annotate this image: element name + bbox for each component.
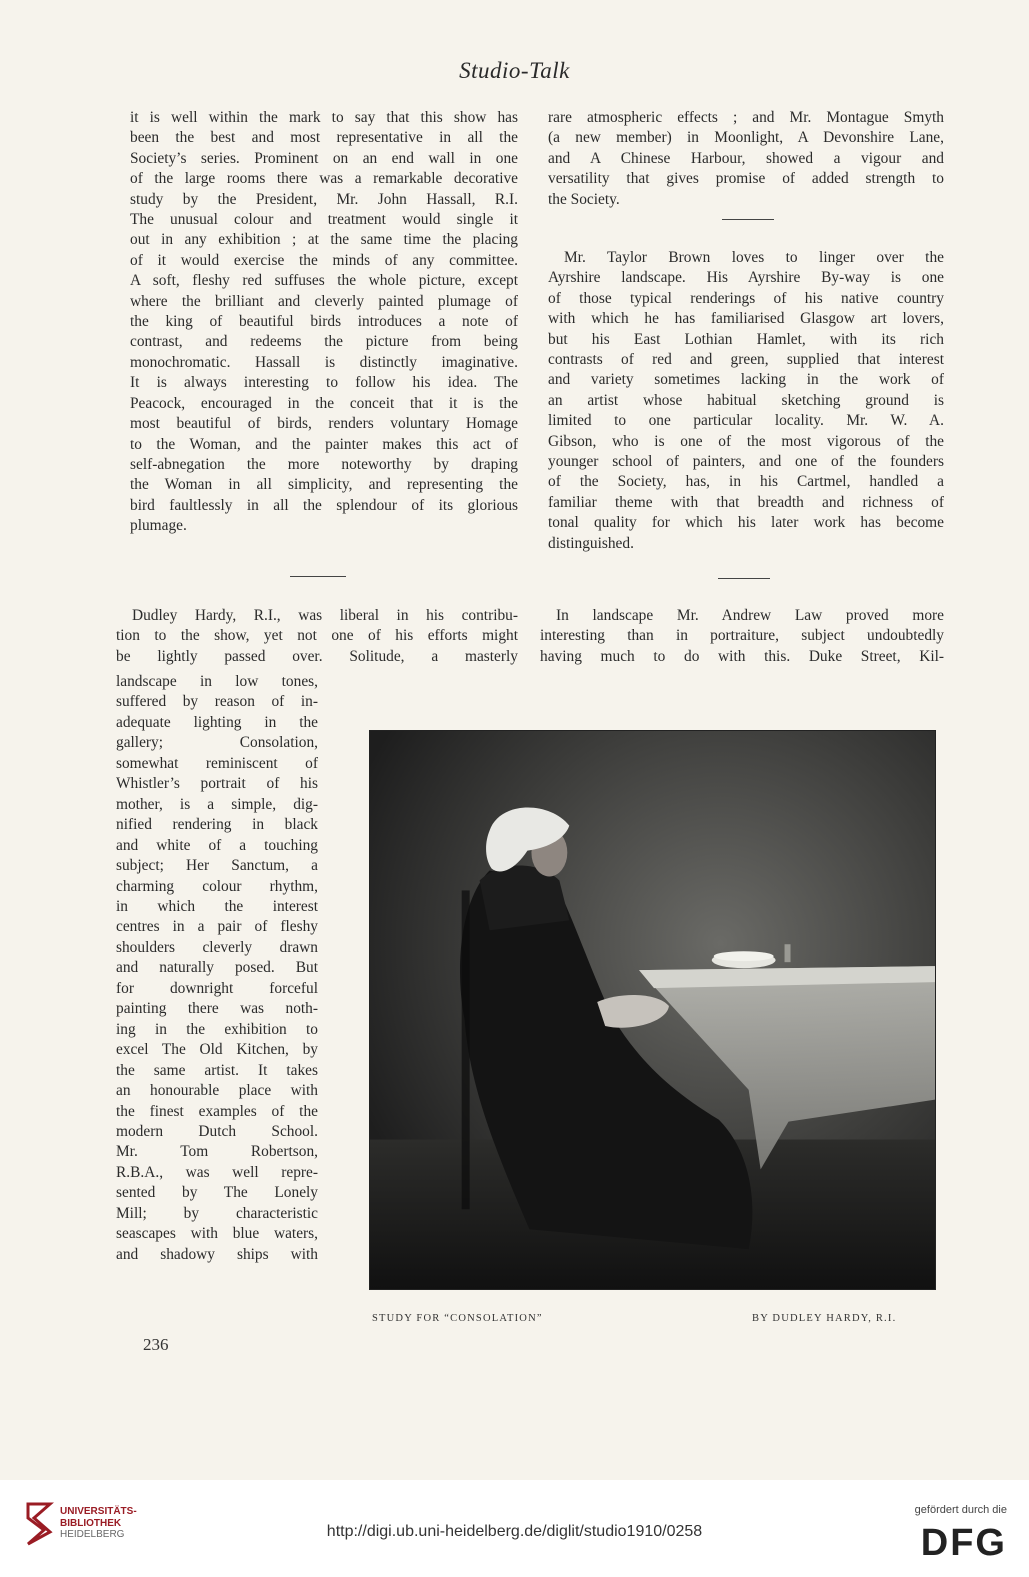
text-line: plumage.: [130, 517, 187, 535]
text-line: rare atmospheric effects ; and Mr. Montague Smyth: [548, 109, 944, 126]
text-line: Mr. Tom Robertson,: [116, 1143, 318, 1161]
text-line: somewhat reminiscent of: [116, 754, 318, 772]
text-line: of the large rooms there was a remarkable decorative: [130, 170, 518, 188]
text-line: contrast, and redeems the picture from being: [130, 333, 518, 351]
text-line: the finest examples of the: [116, 1102, 318, 1120]
text-line: tonal quality for which his later work has become: [548, 514, 944, 532]
source-url-link[interactable]: http://digi.ub.uni-heidelberg.de/diglit/studio1910/0258: [326, 1523, 703, 1540]
library-name-line: HEIDELBERG: [60, 1529, 125, 1540]
text-line: for downright forceful: [116, 979, 318, 997]
painting-image: [370, 731, 935, 1289]
text-line: The unusual colour and treatment would single it: [130, 211, 518, 229]
library-name-line: UNIVERSITÄTS-: [60, 1506, 137, 1517]
text-line: and white of a touching: [116, 836, 318, 854]
text-line: Ayrshire landscape. His Ayrshire By-way is one: [548, 269, 944, 287]
funded-by-label: gefördert durch die: [914, 1504, 1007, 1516]
text-line: the same artist. It takes: [116, 1061, 318, 1079]
text-line: mother, is a simple, dig-: [116, 795, 318, 813]
text-line: distinguished.: [548, 534, 634, 552]
section-divider: [718, 578, 770, 579]
text-line: seascapes with blue waters,: [116, 1225, 318, 1243]
section-divider: [722, 219, 774, 220]
text-line: study by the President, Mr. John Hassall, R.I.: [130, 190, 518, 208]
text-line: to the Woman, and the painter makes this act of: [130, 435, 518, 453]
text-line: R.B.A., was well repre-: [116, 1163, 318, 1181]
text-line: the Society.: [548, 190, 620, 208]
text-line: out in any exhibition ; at the same time the placing: [130, 231, 518, 249]
caption-artist: BY DUDLEY HARDY, R.I.: [752, 1313, 897, 1324]
text-line: versatility that gives promise of added strength to: [548, 170, 944, 188]
text-line: been the best and most representative in all the: [130, 129, 518, 147]
text-line: interesting than in portraiture, subject undoubtedly: [540, 627, 944, 645]
text-line: familiar theme with that breadth and richness of: [548, 493, 944, 511]
running-title: Studio-Talk: [459, 58, 570, 83]
text-line: excel The Old Kitchen, by: [116, 1041, 318, 1059]
text-line: A soft, fleshy red suffuses the whole picture, except: [130, 272, 518, 290]
text-line: the Woman in all simplicity, and representing the: [130, 476, 518, 494]
text-line: suffered by reason of in-: [116, 693, 318, 711]
digitization-footer: [0, 1480, 1029, 1577]
text-line: in which the interest: [116, 897, 318, 915]
text-line: painting there was noth-: [116, 1000, 318, 1018]
text-line: most beautiful of birds, renders voluntary Homage: [130, 415, 518, 433]
section-divider: [290, 576, 346, 577]
text-line: of the Society, has, in his Cartmel, handled a: [548, 473, 944, 491]
text-line: shoulders cleverly drawn: [116, 938, 318, 956]
text-line: adequate lighting in the: [116, 713, 318, 731]
text-line: monochromatic. Hassall is distinctly imaginative.: [130, 353, 518, 371]
text-line: with which he has familiarised Glasgow art lovers,: [548, 310, 944, 328]
text-line: Peacock, encouraged in the conceit that it is the: [130, 394, 518, 412]
text-line: younger school of painters, and one of the founders: [548, 453, 944, 471]
text-line: tion to the show, yet not one of his efforts might: [116, 627, 518, 645]
text-line: modern Dutch School.: [116, 1122, 318, 1140]
text-line: and shadowy ships with: [116, 1245, 318, 1263]
text-line: Gibson, who is one of the most vigorous of the: [548, 432, 944, 450]
text-line: it is well within the mark to say that this show has: [130, 109, 518, 126]
text-line: where the brilliant and cleverly painted plumage of: [130, 292, 518, 310]
text-line: In landscape Mr. Andrew Law proved more: [556, 607, 944, 624]
text-line: Dudley Hardy, R.I., was liberal in his contribu-: [132, 607, 518, 624]
text-line: subject; Her Sanctum, a: [116, 857, 318, 875]
text-line: an artist whose habitual sketching ground is: [548, 391, 944, 409]
text-line: (a new member) in Moonlight, A Devonshire Lane,: [548, 129, 944, 147]
text-line: and naturally posed. But: [116, 959, 318, 977]
text-line: charming colour rhythm,: [116, 877, 318, 895]
text-line: Whistler’s portrait of his: [116, 775, 318, 793]
text-line: ing in the exhibition to: [116, 1020, 318, 1038]
left-paragraph-2-narrow: [116, 672, 318, 1265]
text-line: landscape in low tones,: [116, 673, 318, 690]
text-line: It is always interesting to follow his idea. The: [130, 374, 518, 392]
text-line: having much to do with this. Duke Street, Kil-: [540, 647, 944, 665]
text-line: be lightly passed over. Solitude, a masterly: [116, 647, 518, 665]
text-line: an honourable place with: [116, 1082, 318, 1100]
left-paragraph-2-wide: [116, 606, 518, 667]
text-line: of those typical renderings of his native country: [548, 289, 944, 307]
text-line: of it would exercise the minds of any committee.: [130, 251, 518, 269]
text-line: self-abnegation the more noteworthy by draping: [130, 455, 518, 473]
text-line: limited to one particular locality. Mr. W. A.: [548, 412, 944, 430]
text-line: nified rendering in black: [116, 816, 318, 834]
text-line: the king of beautiful birds introduces a note of: [130, 313, 518, 331]
text-line: sented by The Lonely: [116, 1184, 318, 1202]
text-line: centres in a pair of fleshy: [116, 918, 318, 936]
text-line: Mill; by characteristic: [116, 1204, 318, 1222]
dfg-logo: DFG: [920, 1522, 1007, 1564]
page-number: 236: [143, 1335, 169, 1354]
text-line: contrasts of red and green, supplied that interest: [548, 351, 944, 369]
caption-title: STUDY FOR “CONSOLATION”: [372, 1313, 543, 1324]
text-line: and variety sometimes lacking in the work of: [548, 371, 944, 389]
text-line: Mr. Taylor Brown loves to linger over the: [564, 249, 944, 266]
left-paragraph-1: [130, 108, 518, 537]
right-paragraph-1: [548, 108, 944, 210]
right-paragraph-2: [548, 248, 944, 554]
text-line: and A Chinese Harbour, showed a vigour and: [548, 149, 944, 167]
text-line: bird faultlessly in all the splendour of its glorious: [130, 496, 518, 514]
text-line: Society’s series. Prominent on an end wall in one: [130, 149, 518, 167]
library-name-line: BIBLIOTHEK: [60, 1517, 122, 1529]
text-line: but his East Lothian Hamlet, with its rich: [548, 330, 944, 348]
illustration-plate: [369, 730, 936, 1290]
text-line: gallery; Consolation,: [116, 734, 318, 752]
right-paragraph-3: [540, 606, 944, 667]
